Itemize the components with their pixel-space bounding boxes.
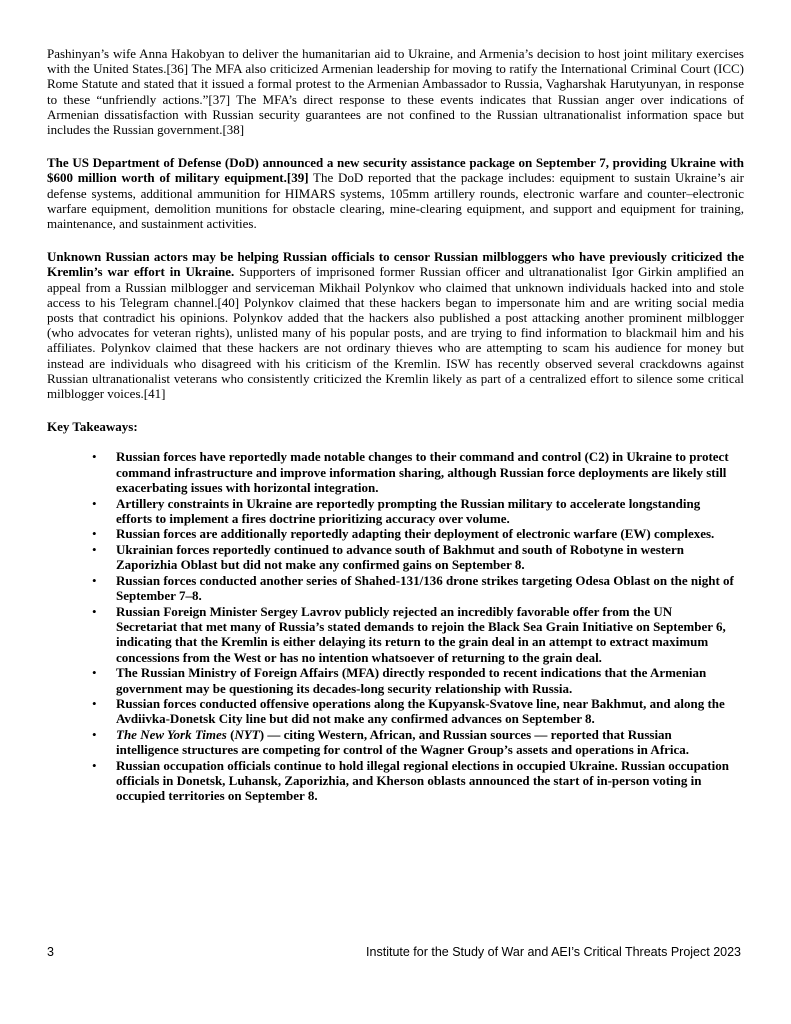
list-item [92,495,744,526]
paragraph-armenia-mfa: Pashinyan’s wife Anna Hakobyan to deliver the humanitarian aid to Ukraine, and Armenia’s decision to host joint military exercises with the United States.[36] The MFA also criticized Armenian leadership for moving to ratify the International Criminal Court (ICC) Rome Statute and stated that it issued a formal protest to the Armenian Ambassador to Russia, Vagharshak Harutyunyan, in response to these “unfriendly actions.”[37] The MFA’s direct response to these events indicates that Russian anger over indications of Armenian dissatisfaction with Russian security guarantees are not confined to the Russian ultranationalist information space but includes the Russian government.[38] [47,46,744,138]
page-number: 3 [47,945,54,959]
list-item-text: The Russian Ministry of Foreign Affairs (MFA) directly responded to recent indications that the Armenian government may be questioning its decades-long security relationship with Russia. [116,665,707,696]
bullet-icon: • [92,573,97,589]
publication-abbrev: NYT [234,727,260,743]
list-item-text: Russian forces conducted another series of Shahed-131/136 drone strikes targeting Odesa Oblast on the night of September 7–8. [116,573,734,604]
bullet-icon: • [92,696,97,712]
key-takeaways-list [47,449,744,803]
bullet-icon: • [92,449,97,465]
bullet-icon: • [92,727,97,743]
paragraph-body: The DoD reported that the package includes: equipment to sustain Ukraine’s air defense systems, additional ammunition for HIMARS systems, 105mm artillery rounds, electronic warfare and counter–electronic warfare equipment, demolition munitions for obstacle clearing, mine-clearing equipment, and support and equipment for training, maintenance, and sustainment activities. [47,170,744,232]
list-item-text: ( [226,727,235,743]
paragraph-lead: The US Department of Defense (DoD) announced a new security assistance package on September 7, providing Ukraine with $600 million worth of military equipment.[39] [47,155,744,186]
list-item-text: Ukrainian forces reportedly continued to advance south of Bakhmut and south of Robotyne in western Zaporizhia Oblast but did not make any confirmed gains on September 8. [116,542,684,573]
paragraph-dod-package [47,155,744,231]
list-item [92,542,744,573]
list-item [92,696,744,727]
list-item-text: Russian Foreign Minister Sergey Lavrov publicly rejected an incredibly favorable offer from the UN Secretariat that met many of Russia’s stated demands to rejoin the Black Sea Grain Initiative on September 6, indicating that the Kremlin is either delaying its return to the grain deal in an attempt to extract maximum concessions from the West or has no intention whatsoever of returning to the grain deal. [116,604,726,665]
list-item-text: Russian forces are additionally reportedly adapting their deployment of electronic warfare (EW) complexes. [116,526,715,542]
document-page [47,46,744,804]
list-item-text: ) — citing Western, African, and Russian sources — reported that Russian intelligence structures are competing for control of the Wagner Group’s assets and operations in Africa. [116,727,690,758]
bullet-icon: • [92,526,97,542]
list-item-text: Russian occupation officials continue to hold illegal regional elections in occupied Ukraine. Russian occupation officials in Donetsk, Luhansk, Zaporizhia, and Kherson oblasts announced the start of in-person voting in occupied territories on September 8. [116,758,729,804]
list-item [92,727,744,758]
key-takeaways-heading: Key Takeaways: [47,419,138,435]
paragraph-body: Supporters of imprisoned former Russian officer and ultranationalist Igor Girkin amplified an appeal from a Russian milblogger and serviceman Mikhail Polynkov who claimed that unknown individuals hacked into and stole access to his Telegram channel.[40] Polynkov claimed that these hackers began to impersonate him and are writing social media posts that contradict his opinions. Polynkov added that the hackers also published a post attacking another prominent milblogger (who advocates for veteran rights), unlisted many of his popular posts, and are trying to find information to blackmail him and his affiliates. Polynkov claimed that these hackers are not ordinary thieves who are attempting to scam his audience for money but instead are individuals who disagreed with his criticism of the Kremlin. ISW has recently observed several crackdowns against Russian ultranationalist veterans who consistently criticized the Kremlin likely as part of a centralized effort to silence some critical milblogger voices.[41] [47,264,744,402]
publication-name: The New York Times [116,727,227,743]
paragraph-milblogger-censorship [47,249,744,401]
list-item [92,604,744,665]
bullet-icon: • [92,665,97,681]
bullet-icon: • [92,542,97,558]
list-item-text: Artillery constraints in Ukraine are reportedly prompting the Russian military to accelerate longstanding efforts to implement a fires doctrine prioritizing accuracy over volume. [116,495,701,526]
paragraph-lead: Unknown Russian actors may be helping Russian officials to censor Russian milbloggers who have previously criticized the Kremlin’s war effort in Ukraine. [47,249,744,280]
bullet-icon: • [92,495,97,511]
bullet-icon: • [92,758,97,774]
bullet-icon: • [92,604,97,619]
list-item [92,449,744,495]
list-item-text: Russian forces conducted offensive operations along the Kupyansk-Svatove line, near Bakhmut, and along the Avdiivka-Donetsk City line but did not make any confirmed advances on September 8. [116,696,725,727]
footer-organization: Institute for the Study of War and AEI’s Critical Threats Project 2023 [366,945,741,959]
list-item [92,758,744,804]
list-item-text: Russian forces have reportedly made notable changes to their command and control (C2) in Ukraine to protect command infrastructure and improve information sharing, although Russian force deployments are likely still exacerbating issues with horizontal integration. [116,449,729,495]
list-item [92,665,744,696]
list-item [92,573,744,604]
list-item [92,526,744,542]
